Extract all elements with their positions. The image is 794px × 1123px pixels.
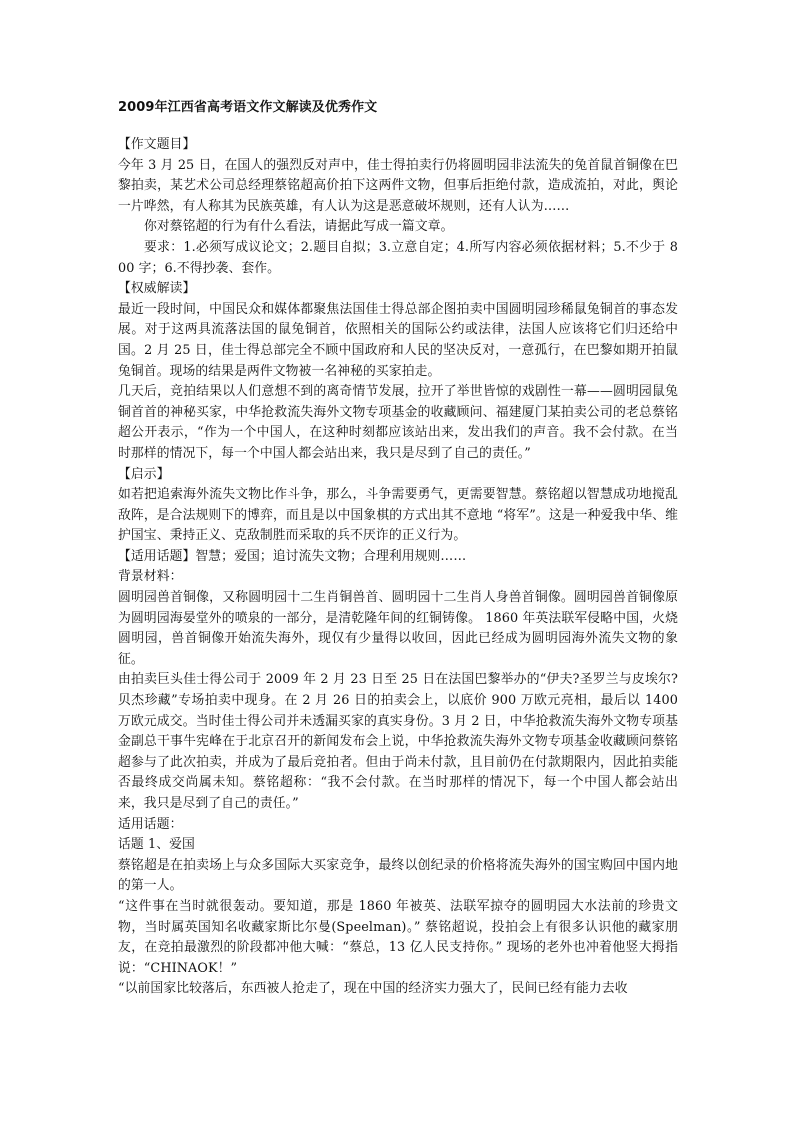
section-heading-topics: 【适用话题】 xyxy=(118,548,196,564)
authority-paragraph-2: 几天后，竞拍结果以人们意想不到的离奇情节发展，拉开了举世皆惊的戏剧性一幕——圆明园鼠兔铜首首的神秘买家，中华抢救流失海外文物专项基金的收藏顾问、福建厦门某拍卖公司的老总蔡铭超公开表示，“作为一个中国人，在这种时刻都应该站出来，发出我们的声音。我不会付款。在当时那样的情况下，每一个中国人都会站出来，我只是尽到了自己的责任。” xyxy=(118,384,678,461)
topic1-paragraph-1: 蔡铭超是在拍卖场上与众多国际大买家竞争，最终以创纪录的价格将流失海外的国宝购回中国内地的第一人。 xyxy=(118,857,678,894)
topic-question: 你对蔡铭超的行为有什么看法，请据此写成一篇文章。 xyxy=(144,219,454,235)
section-heading-inspiration: 【启示】 xyxy=(118,466,170,482)
topic1-paragraph-2: “这件事在当时就很轰动。要知道，那是 1860 年被英、法联军掠夺的圆明园大水法前的珍贵文物，当时属英国知名收藏家斯比尔曼(Speelman)。” 蔡铭超说，投拍会上有很多认识他的藏家朋友，在竞拍最激烈的阶段都冲他大喊：“蔡总，13 亿人民支持你。” 现场的老外也冲着他竖大拇指说：“CHINAOK！” xyxy=(118,898,678,976)
applicable-topics-line xyxy=(118,547,678,568)
topic-text: 今年 3 月 25 日，在国人的强烈反对声中，佳士得拍卖行仍将圆明园非法流失的兔首鼠首铜像在巴黎拍卖，某艺术公司总经理蔡铭超高价拍下这两件文物，但事后拒绝付款，造成流拍，对此，舆论一片哗然，有人称其为民族英雄，有人认为这是恶意破坏规则，还有人认为…… xyxy=(118,157,678,214)
document-title: 2009年江西省高考语文作文解读及优秀作文 xyxy=(118,100,378,115)
requirements-text: 要求：1.必须写成议论文；2.题目自拟；3.立意自定；4.所写内容必须依据材料；5.不少于 800 字；6.不得抄袭、套作。 xyxy=(118,239,678,276)
topics-text: 智慧；爱国；追讨流失文物；合理利用规则…… xyxy=(195,548,467,564)
background-paragraph-1: 圆明园兽首铜像，又称圆明园十二生肖铜兽首、圆明园十二生肖人身兽首铜像。圆明园兽首铜像原为圆明园海晏堂外的喷泉的一部分，是清乾隆年间的红铜铸像。 1860 年英法联军侵略中国，火烧圆明园，兽首铜像开始流失海外，现仅有少量得以收回，因此已经成为圆明园海外流失文物的象征。 xyxy=(118,590,678,667)
topic1-label: 话题 1、爱国 xyxy=(118,837,195,853)
applicable-label: 适用话题： xyxy=(118,816,183,832)
section-heading-topic: 【作文题目】 xyxy=(118,137,196,152)
authority-paragraph-1: 最近一段时间，中国民众和媒体都聚焦法国佳士得总部企图拍卖中国圆明园珍稀鼠兔铜首的事态发展。对于这两具流落法国的鼠兔铜首，依照相关的国际公约或法律，法国人应该将它们归还给中国。2 月 25 日，佳士得总部完全不顾中国政府和人民的坚决反对，一意孤行，在巴黎如期开拍鼠兔铜首。现场的结果是两件文物被一名神秘的买家拍走。 xyxy=(118,301,678,379)
document-page xyxy=(118,98,678,1000)
background-paragraph-2: 由拍卖巨头佳士得公司于 2009 年 2 月 23 日至 25 日在法国巴黎举办的“伊夫?圣罗兰与皮埃尔?贝杰珍藏”专场拍卖中现身。在 2 月 26 日的拍卖会上，以底价 900 万欧元亮相，最后以 1400 万欧元成交。当时佳士得公司并未透漏买家的真实身份。3 月 2 日，中华抢救流失海外文物专项基金副总干事牛宪峰在于北京召开的新闻发布会上说，中华抢救流失海外文物专项基金收藏顾问蔡铭超参与了此次拍卖，并成为了最后竞拍者。但由于尚未付款，且目前仍在付款期限内，因此拍卖能否最终成交尚属未知。蔡铭超称：“我不会付款。在当时那样的情况下，每一个中国人都会站出来，我只是尽到了自己的责任。” xyxy=(118,672,678,811)
section-heading-authority: 【权威解读】 xyxy=(118,281,196,297)
inspiration-text: 如若把追索海外流失文物比作斗争，那么，斗争需要勇气，更需要智慧。蔡铭超以智慧成功地搅乱敌阵，是合法规则下的博弈，而且是以中国象棋的方式出其不意地 “将军”。这是一种爱我中华、维护国宝、秉持正义、克敌制胜而采取的兵不厌诈的正义行为。 xyxy=(118,487,678,544)
background-label: 背景材料： xyxy=(118,569,183,585)
topic1-paragraph-3: “以前国家比较落后，东西被人抢走了，现在中国的经济实力强大了，民间已经有能力去收 xyxy=(118,981,628,997)
